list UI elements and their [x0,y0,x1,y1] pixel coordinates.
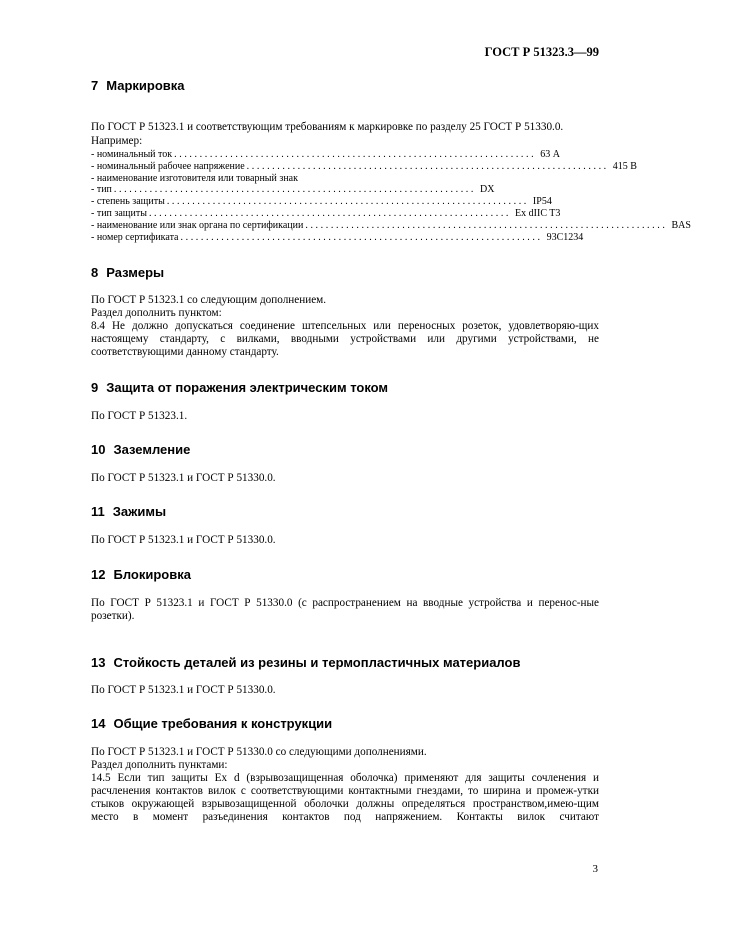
leader-dots: ....................................................................... [166,196,529,208]
section-9-number: 9 [91,380,99,395]
list-item [91,173,511,185]
item-value: 415 В [612,160,637,172]
section-7-heading [91,78,185,93]
list-item [91,231,584,244]
leader-dots: ....................................................................... [174,149,537,160]
section-13-title: Стойкость деталей из резины и термопластичных материалов [113,655,521,670]
section-11-number: 11 [91,504,105,519]
item-label: - тип [91,184,112,196]
section-14-title: Общие требования к конструкции [113,716,333,731]
section-11-title: Зажимы [112,504,167,519]
item-value: 63 А [540,149,560,160]
leader-dots: ....................................................................... [246,160,609,172]
section-8-heading [91,265,164,280]
section-9-heading [91,380,388,395]
item-label: - номер сертификата [91,231,179,243]
section-12-heading [91,567,191,582]
list-item [91,219,691,232]
list-item [91,184,511,196]
item-value: Ex dIIC T3 [515,207,561,219]
list-item [91,160,637,173]
item-value: IP54 [532,196,552,208]
page-header: ГОСТ Р 51323.3—99 [484,45,599,59]
section-10-heading [91,442,190,457]
section-11-text: По ГОСТ Р 51323.1 и ГОСТ Р 51330.0. [91,534,276,546]
section-8-line1: По ГОСТ Р 51323.1 со следующим дополнением. [91,294,327,306]
section-14-line2: Раздел дополнить пунктами: [91,759,228,771]
section-12-title: Блокировка [113,567,191,582]
section-13-number: 13 [91,655,106,670]
section-14-heading [91,716,332,731]
section-14-line1: По ГОСТ Р 51323.1 и ГОСТ Р 51330.0 со следующими дополнениями. [91,746,427,758]
section-14-number: 14 [91,716,106,731]
list-item [91,196,552,208]
item-value: BAS [671,219,691,231]
page-number: 3 [592,863,598,875]
list-item [91,207,561,220]
section-7-para-text: По ГОСТ Р 51323.1 и соответствующим требованиям к маркировке по разделу 25 ГОСТ Р 51330.0. [91,121,564,133]
item-label: - наименование или знак органа по сертификации [91,219,304,231]
item-label: - номинальный рабочее напряжение [91,160,245,172]
section-10-text: По ГОСТ Р 51323.1 и ГОСТ Р 51330.0. [91,472,276,484]
leader-dots: ....................................................................... [305,219,668,231]
section-14-para: 14.5 Если тип защиты Ex d (взрывозащищенная оболочка) применяют для защиты сочленения и расчленения контактов вилок с соответствующими контактными гнездами, то ширина и промеж-утки стыков окружающей взрывозащищенной оболочки должны определяться пространством,имею-щим место в момент разъединения контактов под напряжением. Контакты вилок считают [91,772,599,823]
leader-dots: ....................................................................... [180,231,543,243]
section-12-text: По ГОСТ Р 51323.1 и ГОСТ Р 51330.0 (с распространением на вводные устройства и перенос-ные розетки). [91,597,599,622]
list-item [91,149,560,161]
section-8-para: 8.4 Не должно допускаться соединение штепсельных или переносных розеток, удовлетворяю-щих настоящему стандарту, с вилками, вводными устройствами или другими устройствами, не соответствующими данному стандарту. [91,320,599,358]
section-7-example-intro: Например: [91,135,143,147]
item-label: - номинальный ток [91,149,173,160]
section-10-title: Заземление [113,442,191,457]
section-13-heading [91,655,520,670]
leader-dots: ....................................................................... [113,184,477,196]
section-9-title: Защита от поражения электрическим током [106,380,389,395]
section-12-number: 12 [91,567,106,582]
section-10-number: 10 [91,442,106,457]
section-9-text: По ГОСТ Р 51323.1. [91,410,188,422]
section-7-title: Маркировка [106,78,185,93]
item-label: - наименование изготовителя или товарный знак [91,172,298,184]
leader-dots: ....................................................................... [148,207,512,219]
item-label: - степень защиты [91,196,165,208]
item-label: - тип защиты [91,207,147,219]
section-8-line2: Раздел дополнить пунктом: [91,307,222,319]
section-8-number: 8 [91,265,99,280]
item-value: DX [480,184,495,196]
section-11-heading [91,504,166,519]
marking-list [91,149,691,243]
section-13-text: По ГОСТ Р 51323.1 и ГОСТ Р 51330.0. [91,684,276,696]
section-7-number: 7 [91,78,99,93]
item-value: 93С1234 [546,231,584,243]
section-7-para [91,108,599,134]
section-8-title: Размеры [106,265,165,280]
